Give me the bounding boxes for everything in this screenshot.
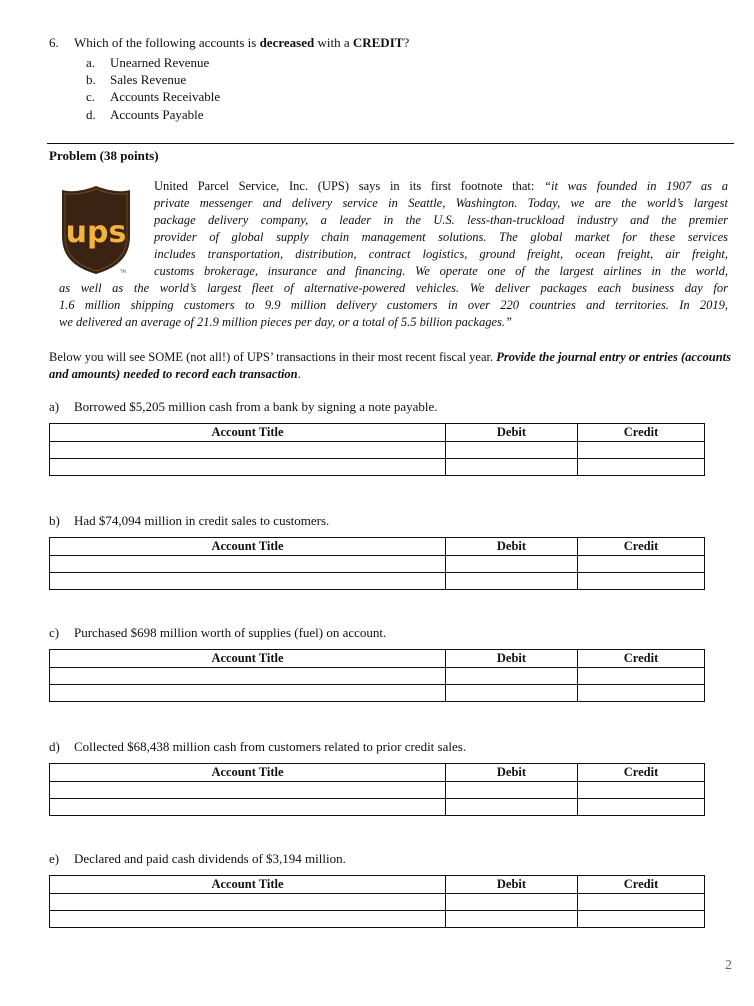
debit-header: Debit [446,876,578,894]
option-text: Accounts Receivable [110,89,221,104]
transaction-c-label [49,625,386,641]
journal-table-a [49,423,705,476]
story-quote: as well as the world’s largest fleet of alternative-powered vehicles. We deliver packages each business day for [59,281,728,295]
option-a[interactable] [86,55,209,71]
story-quote: package delivery company, a leader in the U.S. less-than-truckload industry and the premier [154,213,728,227]
option-letter: d. [86,107,96,122]
account-cell[interactable] [50,685,446,702]
account-cell[interactable] [50,911,446,928]
credit-cell[interactable] [578,442,705,459]
story-text: United Parcel Service, Inc. (UPS) says in its first footnote that: [154,179,545,193]
transaction-e-label [49,851,346,867]
story-quote: “it was founded in 1907 as a [544,179,728,193]
credit-header: Credit [578,876,705,894]
journal-table-b [49,537,705,590]
page-number: 2 [725,958,732,973]
section-divider [47,143,734,144]
account-cell[interactable] [50,799,446,816]
credit-cell[interactable] [578,894,705,911]
story-quote: provider of global supply chain management solutions. The global market for these services [154,230,728,244]
question-6 [49,35,409,51]
question-number: 6. [49,35,59,50]
table-header-row [50,650,705,668]
option-text: Unearned Revenue [110,55,210,70]
account-cell[interactable] [50,782,446,799]
question-text-end: ? [403,35,410,50]
account-title-header: Account Title [50,764,446,782]
transaction-text: Collected $68,438 million cash from customers related to prior credit sales. [74,739,467,754]
story-line-4 [154,229,728,246]
table-row [50,668,705,685]
account-title-header: Account Title [50,538,446,556]
table-header-row [50,538,705,556]
account-title-header: Account Title [50,424,446,442]
debit-cell[interactable] [446,782,578,799]
debit-cell[interactable] [446,459,578,476]
question-emphasis-1: decreased [259,35,315,50]
story-quote: customs brokerage, insurance and financing. We operate one of the largest airlines in the world, [154,264,728,278]
debit-cell[interactable] [446,442,578,459]
credit-cell[interactable] [578,459,705,476]
credit-header: Credit [578,650,705,668]
transaction-text: Borrowed $5,205 million cash from a bank by signing a note payable. [74,399,438,414]
credit-header: Credit [578,764,705,782]
question-text-mid: with a [314,35,353,50]
transaction-text: Had $74,094 million in credit sales to customers. [74,513,330,528]
transaction-b-label [49,513,329,529]
credit-cell[interactable] [578,911,705,928]
debit-cell[interactable] [446,685,578,702]
debit-cell[interactable] [446,573,578,590]
journal-table-e [49,875,705,928]
story-line-7 [59,280,728,297]
transaction-letter: d) [49,739,60,754]
table-row [50,894,705,911]
credit-cell[interactable] [578,799,705,816]
question-text: Which of the following accounts is [74,35,260,50]
story-line-9 [59,314,728,331]
table-row [50,911,705,928]
journal-table-c [49,649,705,702]
debit-cell[interactable] [446,556,578,573]
transaction-text: Declared and paid cash dividends of $3,194 million. [74,851,346,866]
ups-logo-text: ups [65,215,127,250]
account-cell[interactable] [50,573,446,590]
transaction-letter: e) [49,851,60,866]
option-letter: a. [86,55,96,70]
instructions-emphasis: Provide the journal entry or entries (accounts and amounts) needed to record each transaction [49,350,731,381]
instructions-end: . [297,367,301,381]
problem-title: Problem (38 points) [49,148,159,163]
credit-header: Credit [578,538,705,556]
story-quote: private messenger and delivery service in Seattle, Washington. Today, we are the world’s largest [154,196,728,210]
ups-logo [60,184,132,276]
table-row [50,573,705,590]
story-quote: we delivered an average of 21.9 million pieces per day, or a total of 5.5 billion packages.” [59,315,512,329]
debit-cell[interactable] [446,894,578,911]
table-row [50,442,705,459]
account-cell[interactable] [50,459,446,476]
table-header-row [50,764,705,782]
story-quote: includes transportation, distribution, contract logistics, ground freight, ocean freight, air freight, [154,247,728,261]
table-row [50,782,705,799]
account-cell[interactable] [50,442,446,459]
transaction-letter: a) [49,399,60,414]
transaction-d-label [49,739,466,755]
credit-cell[interactable] [578,556,705,573]
story-line-5 [154,246,728,263]
transaction-letter: b) [49,513,60,528]
table-row [50,459,705,476]
instructions [49,349,731,383]
credit-header: Credit [578,424,705,442]
debit-cell[interactable] [446,911,578,928]
debit-header: Debit [446,650,578,668]
option-letter: b. [86,72,96,87]
credit-cell[interactable] [578,573,705,590]
story-quote: 1.6 million shipping customers to 9.9 million delivery customers in over 220 countries and territories. In 2019, [59,298,728,312]
debit-cell[interactable] [446,668,578,685]
table-row [50,685,705,702]
option-text: Sales Revenue [110,72,187,87]
logo-trademark: TM [120,269,126,274]
option-letter: c. [86,89,96,104]
story-line-6 [154,263,728,280]
account-cell[interactable] [50,556,446,573]
table-row [50,799,705,816]
table-header-row [50,876,705,894]
transaction-letter: c) [49,625,60,640]
account-title-header: Account Title [50,650,446,668]
debit-cell[interactable] [446,799,578,816]
table-row [50,556,705,573]
story-line-2 [154,195,728,212]
transaction-a-label [49,399,438,415]
story-line-1 [154,178,728,195]
account-title-header: Account Title [50,876,446,894]
account-cell[interactable] [50,894,446,911]
instructions-text: Below you will see SOME (not all!) of UPS’ transactions in their most recent fiscal year. [49,350,497,364]
debit-header: Debit [446,764,578,782]
credit-cell[interactable] [578,668,705,685]
question-emphasis-2: CREDIT [352,35,404,50]
option-d[interactable] [86,107,204,123]
option-c[interactable] [86,89,220,105]
option-b[interactable] [86,72,186,88]
option-text: Accounts Payable [110,107,204,122]
table-header-row [50,424,705,442]
credit-cell[interactable] [578,782,705,799]
story-line-3 [154,212,728,229]
debit-header: Debit [446,538,578,556]
transaction-text: Purchased $698 million worth of supplies (fuel) on account. [74,625,387,640]
account-cell[interactable] [50,668,446,685]
story-line-8 [59,297,728,314]
credit-cell[interactable] [578,685,705,702]
journal-table-d [49,763,705,816]
debit-header: Debit [446,424,578,442]
